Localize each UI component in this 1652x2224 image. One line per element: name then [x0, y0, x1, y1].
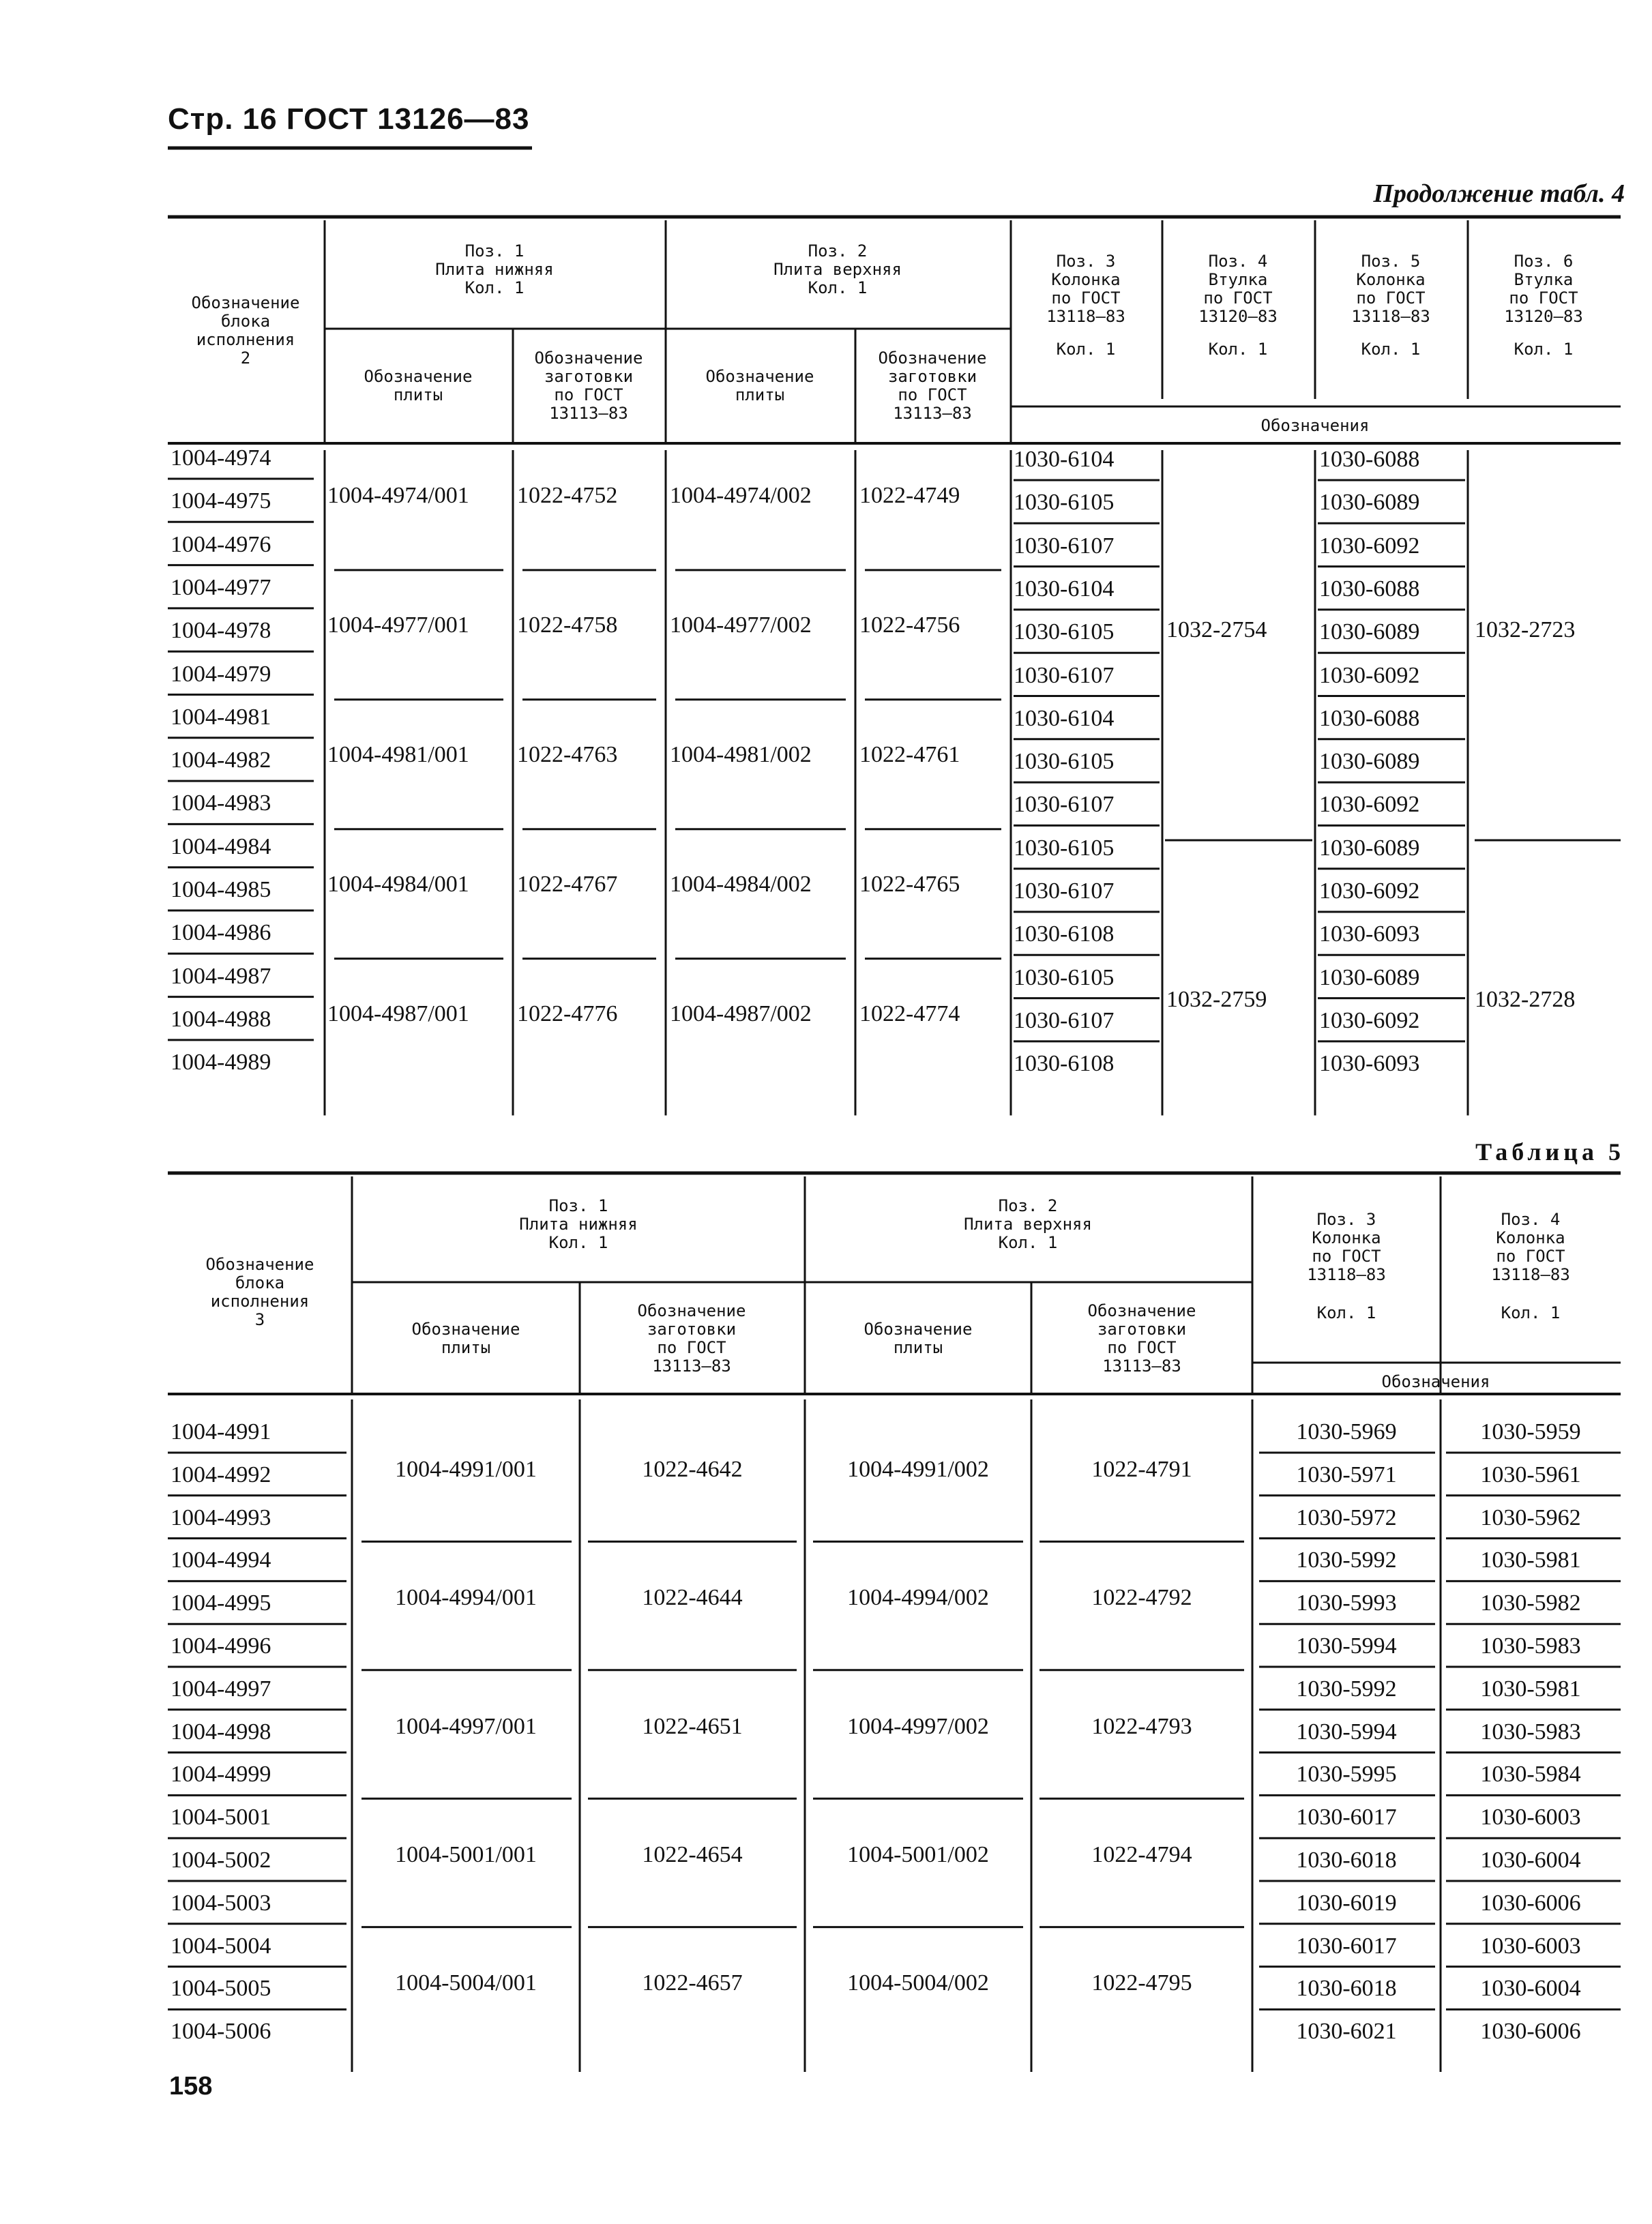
p1-blank: 1022-4651 — [642, 1713, 743, 1739]
pos3-designation: 1030-6019 — [1296, 1890, 1397, 1916]
t5-head-pos2: Поз. 2 Плита верхняя Кол. 1 — [964, 1196, 1092, 1252]
block-designation: 1004-4999 — [171, 1762, 271, 1788]
pos3-designation: 1030-6021 — [1296, 2019, 1397, 2045]
pos5-designation: 1030-6092 — [1319, 533, 1420, 559]
pos3-designation: 1030-6107 — [1014, 1007, 1115, 1033]
block-designation: 1004-4981 — [171, 704, 271, 730]
block-designation: 1004-4986 — [171, 920, 271, 946]
p2-plate: 1004-4981/002 — [670, 742, 812, 768]
t4-head-pos4-qty: Кол. 1 — [1208, 339, 1268, 359]
pos3-designation: 1030-6018 — [1296, 1848, 1397, 1873]
p2-plate: 1004-4997/002 — [847, 1713, 989, 1739]
pos3-designation: 1030-6105 — [1014, 835, 1115, 861]
p1-blank: 1022-4763 — [517, 742, 618, 768]
pos4-designation: 1030-5962 — [1480, 1504, 1581, 1530]
p1-plate: 1004-4977/001 — [327, 612, 469, 638]
t4-head-pos1: Поз. 1 Плита нижняя Кол. 1 — [435, 241, 554, 297]
p2-plate: 1004-4991/002 — [847, 1456, 989, 1482]
pos3-designation: 1030-6104 — [1014, 705, 1115, 731]
t5-head-pos3-qty: Кол. 1 — [1316, 1303, 1376, 1322]
pos3-designation: 1030-6105 — [1014, 749, 1115, 775]
pos3-designation: 1030-5969 — [1296, 1419, 1397, 1444]
p1-blank: 1022-4758 — [517, 612, 618, 638]
pos6-designation: 1032-2728 — [1475, 987, 1576, 1012]
pos5-designation: 1030-6093 — [1319, 921, 1420, 947]
block-designation: 1004-4978 — [171, 618, 271, 644]
p1-plate: 1004-5001/001 — [395, 1842, 537, 1867]
pos5-designation: 1030-6089 — [1319, 835, 1420, 861]
pos4-designation: 1030-6004 — [1480, 1848, 1581, 1873]
pos3-designation: 1030-6017 — [1296, 1805, 1397, 1830]
pos3-designation: 1030-6107 — [1014, 533, 1115, 559]
block-designation: 1004-4977 — [171, 574, 271, 600]
p1-blank: 1022-4654 — [642, 1842, 743, 1867]
pos3-designation: 1030-5994 — [1296, 1719, 1397, 1745]
p2-blank: 1022-4793 — [1091, 1713, 1192, 1739]
t5-head-p1-plate: Обозначение плиты — [411, 1320, 520, 1357]
p2-blank: 1022-4795 — [1091, 1970, 1192, 1996]
table5-caption: Таблица 5 — [1475, 1138, 1625, 1166]
pos3-designation: 1030-5995 — [1296, 1762, 1397, 1788]
pos5-designation: 1030-6089 — [1319, 490, 1420, 516]
pos3-designation: 1030-5994 — [1296, 1633, 1397, 1659]
p2-blank: 1022-4749 — [859, 483, 960, 509]
pos3-designation: 1030-6017 — [1296, 1933, 1397, 1959]
pos5-designation: 1030-6092 — [1319, 1007, 1420, 1033]
block-designation: 1004-4982 — [171, 747, 271, 773]
pos4-designation: 1030-6004 — [1480, 1976, 1581, 2002]
block-designation: 1004-5002 — [171, 1848, 271, 1873]
p2-blank: 1022-4792 — [1091, 1585, 1192, 1611]
p1-plate: 1004-4997/001 — [395, 1713, 537, 1739]
pos3-designation: 1030-6104 — [1014, 447, 1115, 472]
pos3-designation: 1030-6105 — [1014, 490, 1115, 516]
t5-head-block: Обозначение блока исполнения 3 — [205, 1255, 314, 1329]
pos3-designation: 1030-6105 — [1014, 964, 1115, 990]
block-designation: 1004-4984 — [171, 833, 271, 859]
t4-head-pos5-qty: Кол. 1 — [1361, 339, 1421, 359]
t5-head-p2-blank: Обозначение заготовки по ГОСТ 13113—83 — [1087, 1301, 1196, 1376]
block-designation: 1004-5001 — [171, 1805, 271, 1830]
pos5-designation: 1030-6088 — [1319, 705, 1420, 731]
pos4-designation: 1030-6003 — [1480, 1805, 1581, 1830]
p1-blank: 1022-4657 — [642, 1970, 743, 1996]
block-designation: 1004-4995 — [171, 1590, 271, 1616]
p2-plate: 1004-4977/002 — [670, 612, 812, 638]
p1-plate: 1004-4994/001 — [395, 1585, 537, 1611]
block-designation: 1004-4997 — [171, 1676, 271, 1702]
p2-blank: 1022-4794 — [1091, 1842, 1192, 1867]
block-designation: 1004-4996 — [171, 1633, 271, 1659]
pos6-designation: 1032-2723 — [1475, 617, 1576, 642]
pos3-designation: 1030-6107 — [1014, 662, 1115, 688]
pos3-designation: 1030-6107 — [1014, 878, 1115, 904]
pos5-designation: 1030-6092 — [1319, 662, 1420, 688]
block-designation: 1004-4989 — [171, 1050, 271, 1076]
t4-head-pos4: Поз. 4 Втулка по ГОСТ 13120—83 — [1198, 252, 1278, 326]
block-designation: 1004-5003 — [171, 1890, 271, 1916]
pos5-designation: 1030-6089 — [1319, 619, 1420, 645]
p2-plate: 1004-4974/002 — [670, 483, 812, 509]
pos3-designation: 1030-6107 — [1014, 792, 1115, 818]
p1-plate: 1004-4984/001 — [327, 872, 469, 897]
t4-head-block: Обозначение блока исполнения 2 — [191, 293, 300, 368]
pos4-designation: 1030-6003 — [1480, 1933, 1581, 1959]
block-designation: 1004-5004 — [171, 1933, 271, 1959]
block-designation: 1004-4992 — [171, 1462, 271, 1487]
pos5-designation: 1030-6092 — [1319, 792, 1420, 818]
t5-head-pos4: Поз. 4 Колонка по ГОСТ 13118—83 — [1491, 1210, 1570, 1284]
p2-plate: 1004-4994/002 — [847, 1585, 989, 1611]
t5-head-pos1: Поз. 1 Плита нижняя Кол. 1 — [519, 1196, 638, 1252]
p2-plate: 1004-4984/002 — [670, 872, 812, 897]
pos3-designation: 1030-5992 — [1296, 1676, 1397, 1702]
t5-head-p1-blank: Обозначение заготовки по ГОСТ 13113—83 — [637, 1301, 746, 1376]
block-designation: 1004-4985 — [171, 877, 271, 902]
pos3-designation: 1030-6105 — [1014, 619, 1115, 645]
t4-head-pos6: Поз. 6 Втулка по ГОСТ 13120—83 — [1504, 252, 1583, 326]
pos5-designation: 1030-6088 — [1319, 576, 1420, 602]
t4-head-pos6-qty: Кол. 1 — [1514, 339, 1574, 359]
pos4-designation: 1030-6006 — [1480, 1890, 1581, 1916]
pos4-designation: 1030-5984 — [1480, 1762, 1581, 1788]
t4-head-p1-plate: Обозначение плиты — [364, 367, 473, 404]
block-designation: 1004-4974 — [171, 445, 271, 471]
t4-head-pos3-qty: Кол. 1 — [1056, 339, 1116, 359]
p1-plate: 1004-4991/001 — [395, 1456, 537, 1482]
p1-blank: 1022-4644 — [642, 1585, 743, 1611]
pos4-designation: 1030-5982 — [1480, 1590, 1581, 1616]
block-designation: 1004-4983 — [171, 790, 271, 816]
t4-head-p1-blank: Обозначение заготовки по ГОСТ 13113—83 — [534, 349, 643, 423]
pos5-designation: 1030-6089 — [1319, 964, 1420, 990]
page-header: Стр. 16 ГОСТ 13126—83 — [168, 102, 530, 136]
p2-plate: 1004-4987/002 — [670, 1000, 812, 1026]
p1-plate: 1004-4974/001 — [327, 483, 469, 509]
p2-plate: 1004-5001/002 — [847, 1842, 989, 1867]
pos3-designation: 1030-5972 — [1296, 1504, 1397, 1530]
pos5-designation: 1030-6089 — [1319, 749, 1420, 775]
block-designation: 1004-4991 — [171, 1419, 271, 1444]
table4-caption: Продолжение табл. 4 — [1373, 179, 1625, 208]
t4-head-pos5: Поз. 5 Колонка по ГОСТ 13118—83 — [1351, 252, 1430, 326]
t5-head-designations: Обозначения — [1381, 1372, 1490, 1391]
block-designation: 1004-4994 — [171, 1547, 271, 1573]
pos3-designation: 1030-6108 — [1014, 921, 1115, 947]
pos3-designation: 1030-6104 — [1014, 576, 1115, 602]
block-designation: 1004-4979 — [171, 661, 271, 687]
t4-head-designations: Обозначения — [1260, 415, 1370, 435]
t4-head-pos3: Поз. 3 Колонка по ГОСТ 13118—83 — [1046, 252, 1125, 326]
pos4-designation: 1032-2759 — [1166, 987, 1267, 1012]
pos3-designation: 1030-6018 — [1296, 1976, 1397, 2002]
block-designation: 1004-4987 — [171, 963, 271, 989]
p2-blank: 1022-4765 — [859, 872, 960, 897]
block-designation: 1004-5005 — [171, 1976, 271, 2002]
pos3-designation: 1030-5993 — [1296, 1590, 1397, 1616]
pos3-designation: 1030-5971 — [1296, 1462, 1397, 1487]
pos5-designation: 1030-6093 — [1319, 1051, 1420, 1077]
block-designation: 1004-4975 — [171, 488, 271, 514]
t4-head-pos2: Поз. 2 Плита верхняя Кол. 1 — [773, 241, 902, 297]
p1-plate: 1004-4987/001 — [327, 1000, 469, 1026]
pos4-designation: 1030-5959 — [1480, 1419, 1581, 1444]
p1-blank: 1022-4642 — [642, 1456, 743, 1482]
block-designation: 1004-5006 — [171, 2019, 271, 2045]
pos4-designation: 1030-5981 — [1480, 1676, 1581, 1702]
p1-plate: 1004-4981/001 — [327, 742, 469, 768]
p2-blank: 1022-4774 — [859, 1000, 960, 1026]
t5-head-pos3: Поз. 3 Колонка по ГОСТ 13118—83 — [1307, 1210, 1386, 1284]
pos4-designation: 1030-6006 — [1480, 2019, 1581, 2045]
block-designation: 1004-4998 — [171, 1719, 271, 1745]
pos4-designation: 1030-5981 — [1480, 1547, 1581, 1573]
p2-blank: 1022-4791 — [1091, 1456, 1192, 1482]
block-designation: 1004-4976 — [171, 531, 271, 557]
p2-plate: 1004-5004/002 — [847, 1970, 989, 1996]
p1-blank: 1022-4776 — [517, 1000, 618, 1026]
t4-head-p2-plate: Обозначение плиты — [705, 367, 814, 404]
page-number: 158 — [169, 2072, 213, 2101]
p1-blank: 1022-4767 — [517, 872, 618, 897]
p2-blank: 1022-4761 — [859, 742, 960, 768]
pos5-designation: 1030-6092 — [1319, 878, 1420, 904]
pos4-designation: 1032-2754 — [1166, 617, 1267, 642]
t4-head-p2-blank: Обозначение заготовки по ГОСТ 13113—83 — [878, 349, 987, 423]
pos4-designation: 1030-5961 — [1480, 1462, 1581, 1487]
pos4-designation: 1030-5983 — [1480, 1719, 1581, 1745]
p1-blank: 1022-4752 — [517, 483, 618, 509]
block-designation: 1004-4993 — [171, 1504, 271, 1530]
pos5-designation: 1030-6088 — [1319, 447, 1420, 472]
p1-plate: 1004-5004/001 — [395, 1970, 537, 1996]
pos3-designation: 1030-5992 — [1296, 1547, 1397, 1573]
p2-blank: 1022-4756 — [859, 612, 960, 638]
block-designation: 1004-4988 — [171, 1006, 271, 1032]
t5-head-pos4-qty: Кол. 1 — [1501, 1303, 1561, 1322]
pos4-designation: 1030-5983 — [1480, 1633, 1581, 1659]
pos3-designation: 1030-6108 — [1014, 1051, 1115, 1077]
t5-head-p2-plate: Обозначение плиты — [864, 1320, 973, 1357]
